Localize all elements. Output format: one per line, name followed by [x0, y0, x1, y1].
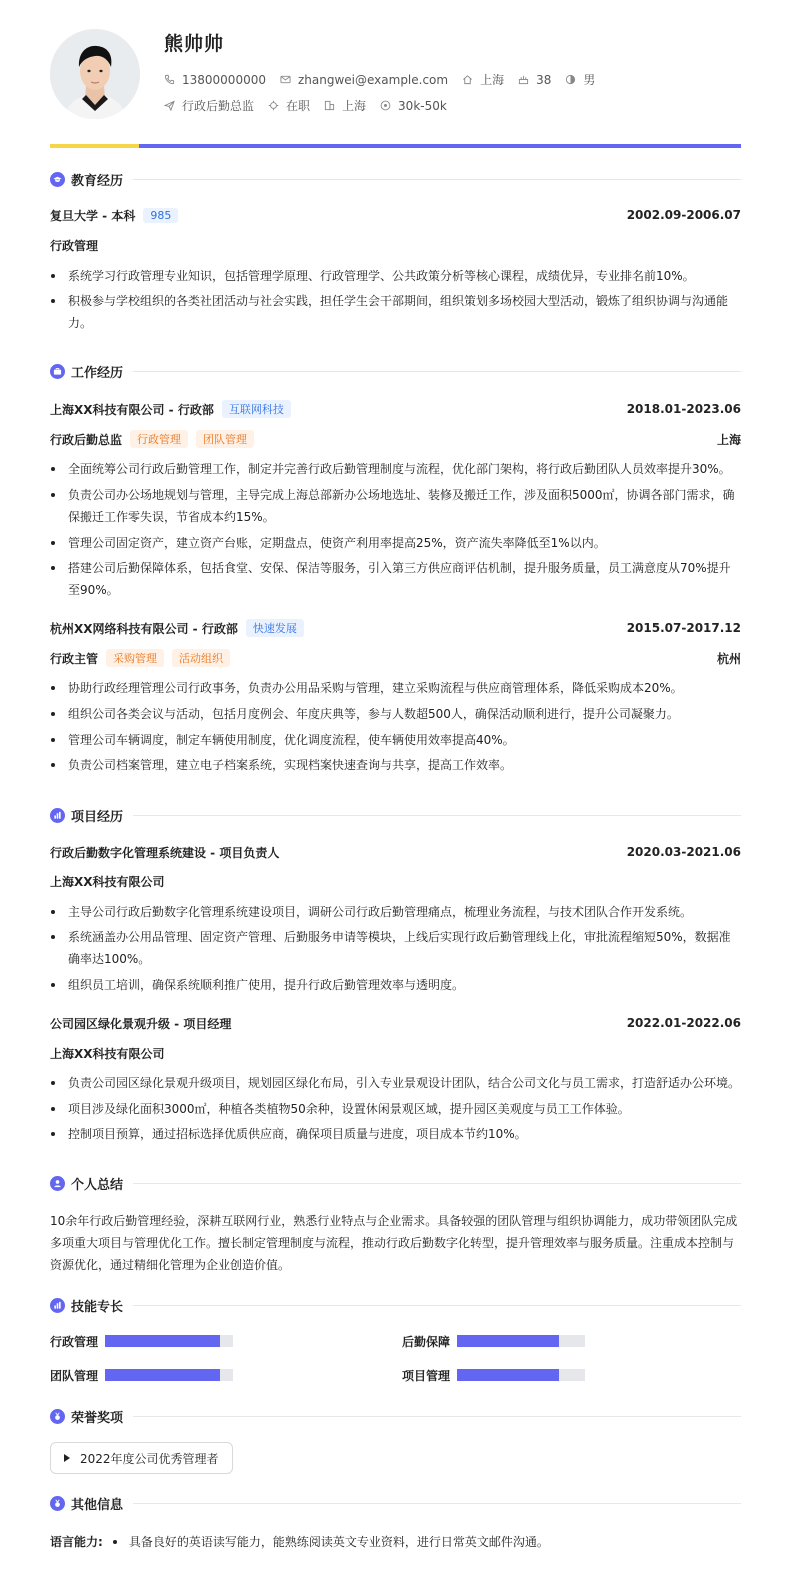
job-intent-row [164, 97, 461, 114]
list-item: 负责公司园区绿化景观升级项目，规划园区绿化布局，引入专业景观设计团队，结合公司文化与员工需求，打造舒适办公环境。 [50, 1072, 741, 1094]
cake-icon [518, 74, 529, 85]
job-target-text: 行政后勤总监 [182, 99, 255, 113]
list-item: 管理公司车辆调度，制定车辆使用制度，优化调度流程，使车辆使用效率提高40%。 [50, 729, 741, 751]
email-text: zhangwei@example.com [297, 72, 449, 87]
skill-item [402, 1368, 585, 1382]
job-tag: 行政管理 [130, 430, 188, 448]
status-text: 在职 [286, 99, 311, 113]
section-work [50, 362, 741, 380]
skill-name: 团队管理 [50, 1368, 99, 1383]
list-item: 系统涵盖办公用品管理、固定资产管理、后勤服务申请等模块，上线后实现行政后勤管理线上化，审批流程缩短50%，数据准确率达100%。 [50, 926, 741, 970]
job-title: 行政后勤总监 [50, 432, 123, 447]
school-tag: 985 [143, 208, 178, 223]
chart-bar-icon [50, 808, 65, 823]
section-title: 工作经历 [71, 365, 124, 381]
section-title: 其他信息 [71, 1497, 124, 1513]
skill-bar [105, 1369, 233, 1381]
skill-bar [457, 1369, 585, 1381]
location-item [462, 71, 504, 88]
project-period: 2022.01-2022.06 [626, 1016, 741, 1030]
summary-text: 10余年行政后勤管理经验，深耕互联网行业，熟悉行业特点与企业需求。具备较强的团队管理与组织协调能力，成功带领团队完成多项重大项目与管理优化工作。擅长制定管理制度与流程，推动行政后勤数字化转型，提升管理效率与服务质量。注重成本控制与资源优化，通过精细化管理为企业创造价值。 [50, 1214, 738, 1272]
project-header [50, 1015, 741, 1031]
graduation-cap-icon [50, 172, 65, 187]
job-tag: 团队管理 [196, 430, 254, 448]
skill-name: 项目管理 [402, 1368, 451, 1383]
section-awards [50, 1407, 741, 1425]
user-icon [50, 1176, 65, 1191]
section-title: 教育经历 [71, 173, 124, 189]
work-company-row [50, 401, 741, 417]
language-text: 具备良好的英语读写能力，能熟练阅读英文专业资料，进行日常英文邮件沟通。 [128, 1535, 549, 1549]
skill-item [402, 1334, 585, 1348]
section-title: 技能专长 [71, 1299, 124, 1315]
candidate-name: 熊帅帅 [164, 33, 225, 55]
list-item: 负责公司办公场地规划与管理，主导完成上海总部新办公场地选址、装修及搬迁工作，涉及面积5000㎡，协调各部门需求，确保搬迁工作零失误，节省成本约15%。 [50, 484, 741, 528]
company-name: 杭州XX网络科技有限公司 - 行政部 [50, 621, 238, 636]
list-item: 负责公司档案管理，建立电子档案系统，实现档案快速查询与共享，提高工作效率。 [50, 754, 741, 776]
project-name: 公司园区绿化景观升级 - 项目经理 [50, 1016, 232, 1031]
target-city-text: 上海 [342, 99, 367, 113]
send-icon [164, 100, 175, 111]
education-header [50, 207, 741, 223]
email-item[interactable] [280, 73, 448, 87]
award-item[interactable] [50, 1442, 233, 1474]
project-header [50, 844, 741, 860]
list-item: 主导公司行政后勤数字化管理系统建设项目，调研公司行政后勤管理痛点，梳理业务流程，与技术团队合作开发系统。 [50, 901, 741, 923]
work-period: 2018.01-2023.06 [626, 402, 741, 416]
gender-item [565, 71, 595, 88]
list-item: 控制项目预算，通过招标选择优质供应商，确保项目质量与进度，项目成本节约10%。 [50, 1123, 741, 1145]
phone-item[interactable] [164, 73, 266, 87]
medal-icon [50, 1496, 65, 1511]
job-tag: 活动组织 [172, 649, 230, 667]
skill-name: 行政管理 [50, 1334, 99, 1349]
list-item: 组织员工培训，确保系统顺利推广使用，提升行政后勤管理效率与透明度。 [50, 974, 741, 996]
avatar [50, 29, 140, 119]
play-icon [64, 1454, 70, 1462]
age-text: 38 [536, 72, 552, 87]
project-name: 行政后勤数字化管理系统建设 - 项目负责人 [50, 845, 280, 860]
school-name: 复旦大学 - 本科 [50, 208, 136, 223]
list-item: 全面统筹公司行政后勤管理工作，制定并完善行政后勤管理制度与流程，优化部门架构，将行政后勤团队人员效率提升30%。 [50, 458, 741, 480]
company-name: 上海XX科技有限公司 - 行政部 [50, 402, 214, 417]
work-city: 杭州 [716, 651, 741, 666]
section-title: 荣誉奖项 [71, 1410, 124, 1426]
skill-item [50, 1368, 233, 1382]
company-tag: 快速发展 [246, 619, 304, 637]
list-item: 管理公司固定资产，建立资产台账，定期盘点，使资产利用率提高25%，资产流失率降低至1%以内。 [50, 532, 741, 554]
location-text: 上海 [480, 73, 505, 87]
phone-icon [164, 74, 175, 85]
company-tag: 互联网科技 [222, 400, 291, 418]
section-skills [50, 1296, 741, 1314]
list-item: 积极参与学校组织的各类社团活动与社会实践，担任学生会干部期间，组织策划多场校园大型活动，锻炼了组织协调与沟通能力。 [50, 290, 741, 334]
age-item [518, 73, 551, 87]
section-other [50, 1494, 741, 1512]
project-org: 上海XX科技有限公司 [50, 874, 165, 889]
chart-bar-icon [50, 1298, 65, 1313]
medal-icon [50, 1409, 65, 1424]
building-icon [324, 100, 335, 111]
list-item: 项目涉及绿化面积3000㎡，种植各类植物50余种，设置休闲景观区域，提升园区美观度与员工工作体验。 [50, 1098, 741, 1120]
skill-bar [457, 1335, 585, 1347]
briefcase-icon [50, 364, 65, 379]
work-period: 2015.07-2017.12 [626, 621, 741, 635]
job-target-item [164, 97, 254, 114]
mail-icon [280, 74, 291, 85]
job-title: 行政主管 [50, 651, 99, 666]
status-icon [268, 100, 279, 111]
coin-icon [380, 100, 391, 111]
job-tag: 采购管理 [106, 649, 164, 667]
target-city-item [324, 97, 366, 114]
work-company-row [50, 620, 741, 636]
project-org-row [50, 873, 741, 889]
list-item: 搭建公司后勤保障体系，包括食堂、安保、保洁等服务，引入第三方供应商评估机制，提升服务质量，员工满意度从70%提升至90%。 [50, 557, 741, 601]
list-item: 组织公司各类会议与活动，包括月度例会、年度庆典等，参与人数超500人，确保活动顺利进行，提升公司凝聚力。 [50, 703, 741, 725]
language-label: 语言能力: [50, 1535, 103, 1549]
work-title-row [50, 431, 741, 447]
skill-item [50, 1334, 233, 1348]
salary-text: 30k-50k [398, 98, 447, 113]
list-item: 协助行政经理管理公司行政事务，负责办公用品采购与管理，建立采购流程与供应商管理体系，降低采购成本20%。 [50, 677, 741, 699]
award-text: 2022年度公司优秀管理者 [80, 1451, 219, 1466]
project-org: 上海XX科技有限公司 [50, 1046, 165, 1061]
work-title-row [50, 650, 741, 666]
major: 行政管理 [50, 238, 99, 253]
section-summary [50, 1174, 741, 1192]
section-projects [50, 806, 741, 824]
skill-name: 后勤保障 [402, 1334, 451, 1349]
section-title: 项目经历 [71, 809, 124, 825]
contact-row [164, 71, 609, 88]
skill-bar [105, 1335, 233, 1347]
salary-item [380, 99, 447, 113]
section-title: 个人总结 [71, 1177, 124, 1193]
home-icon [462, 74, 473, 85]
gender-icon [565, 74, 576, 85]
project-period: 2020.03-2021.06 [626, 845, 741, 859]
status-item [268, 97, 310, 114]
language-row [50, 1533, 549, 1550]
gender-text: 男 [583, 73, 596, 87]
education-major-row [50, 237, 741, 253]
header-accent-bar [50, 144, 741, 148]
section-education [50, 170, 741, 188]
work-city: 上海 [716, 432, 741, 447]
resume-header [50, 29, 741, 121]
education-period: 2002.09-2006.07 [626, 208, 741, 222]
phone-text: 13800000000 [182, 72, 266, 87]
list-item: 系统学习行政管理专业知识，包括管理学原理、行政管理学、公共政策分析等核心课程，成绩优异，专业排名前10%。 [50, 265, 741, 287]
project-org-row [50, 1045, 741, 1061]
